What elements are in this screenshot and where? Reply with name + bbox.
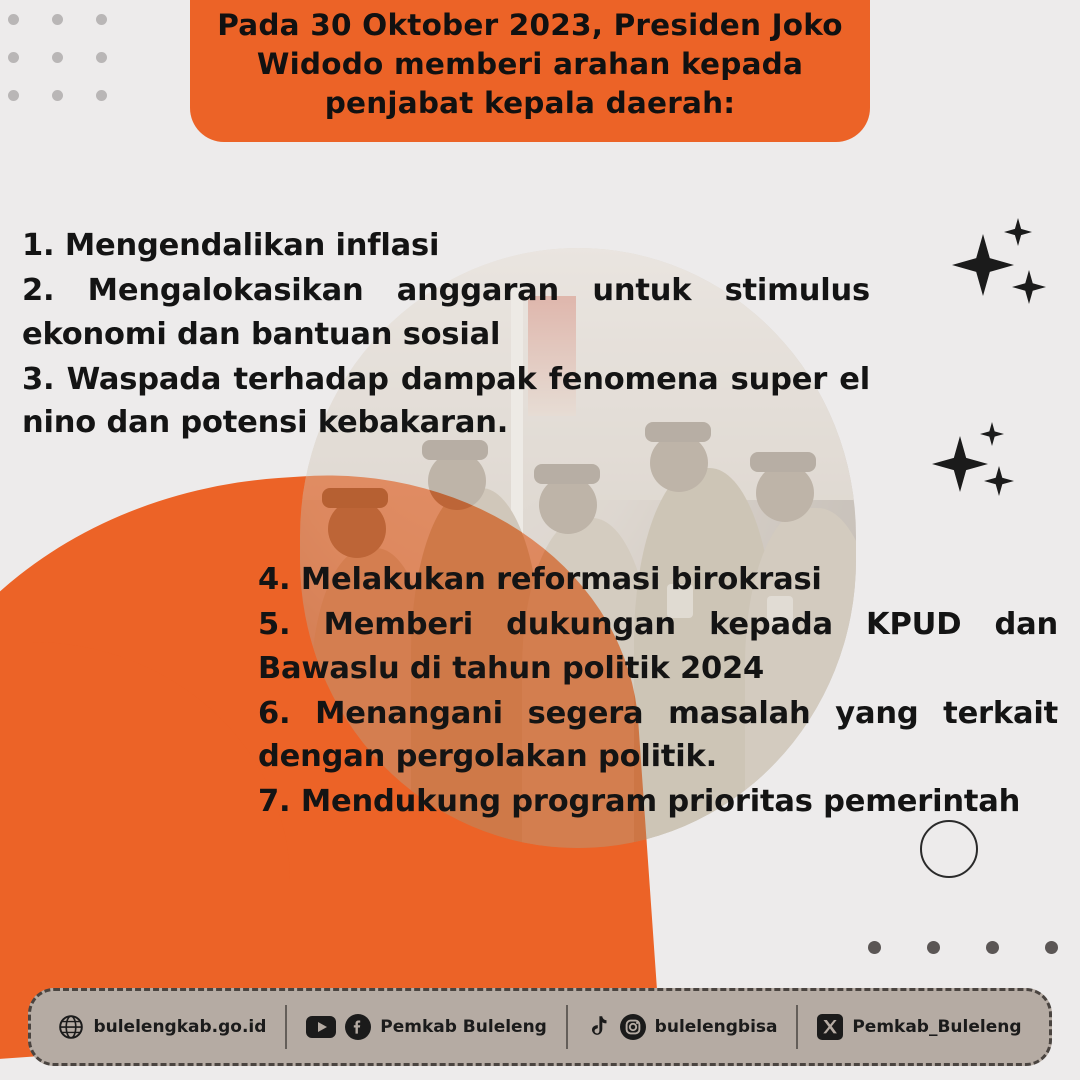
list-item: 4. Melakukan reformasi birokrasi <box>258 562 822 597</box>
footer-bar <box>28 988 1052 1066</box>
footer-tiktok-instagram[interactable] <box>587 1014 778 1040</box>
footer-youtube-facebook[interactable] <box>306 1014 547 1040</box>
page-title: Pada 30 Oktober 2023, Presiden Joko Widodo memberi arahan kepada penjabat kepala daerah: <box>217 8 843 121</box>
list-item: 6. Menangani segera masalah yang terkait dengan pergolakan politik. <box>258 695 1058 775</box>
footer-divider <box>285 1005 287 1049</box>
footer-x-label: Pemkab_Buleleng <box>852 1017 1022 1037</box>
footer-youtube-facebook-label: Pemkab Buleleng <box>380 1017 547 1037</box>
footer-divider <box>566 1005 568 1049</box>
bottom-dots-decoration <box>868 941 1058 954</box>
directives-list-bottom <box>258 558 1058 826</box>
directives-list-top <box>22 224 870 446</box>
list-item: 3. Waspada terhadap dampak fenomena super el nino dan potensi kebakaran. <box>22 361 870 441</box>
footer-divider <box>796 1005 798 1049</box>
x-twitter-icon[interactable] <box>817 1014 843 1040</box>
youtube-icon[interactable] <box>306 1016 336 1038</box>
list-item: 5. Memberi dukungan kepada KPUD dan Bawaslu di tahun politik 2024 <box>258 607 1058 686</box>
footer-x[interactable] <box>817 1014 1021 1040</box>
list-item: 2. Mengalokasikan anggaran untuk stimulus ekonomi dan bantuan sosial <box>22 273 870 352</box>
footer-website[interactable] <box>58 1014 266 1040</box>
footer-tiktok-instagram-label: bulelengbisa <box>654 1017 778 1037</box>
footer-website-label: bulelengkab.go.id <box>93 1017 267 1037</box>
dot-grid-decoration <box>8 14 128 124</box>
header-banner <box>190 0 870 142</box>
list-item: 1. Mengendalikan inflasi <box>22 228 440 263</box>
instagram-icon[interactable] <box>620 1014 646 1040</box>
globe-icon <box>58 1014 84 1040</box>
circle-outline-decoration <box>920 820 978 878</box>
list-item: 7. Mendukung program prioritas pemerintah <box>258 784 1021 820</box>
sparkle-decoration-middle <box>922 420 1032 520</box>
tiktok-icon[interactable] <box>587 1014 611 1040</box>
facebook-icon[interactable] <box>345 1014 371 1040</box>
sparkle-decoration-top <box>938 218 1058 328</box>
